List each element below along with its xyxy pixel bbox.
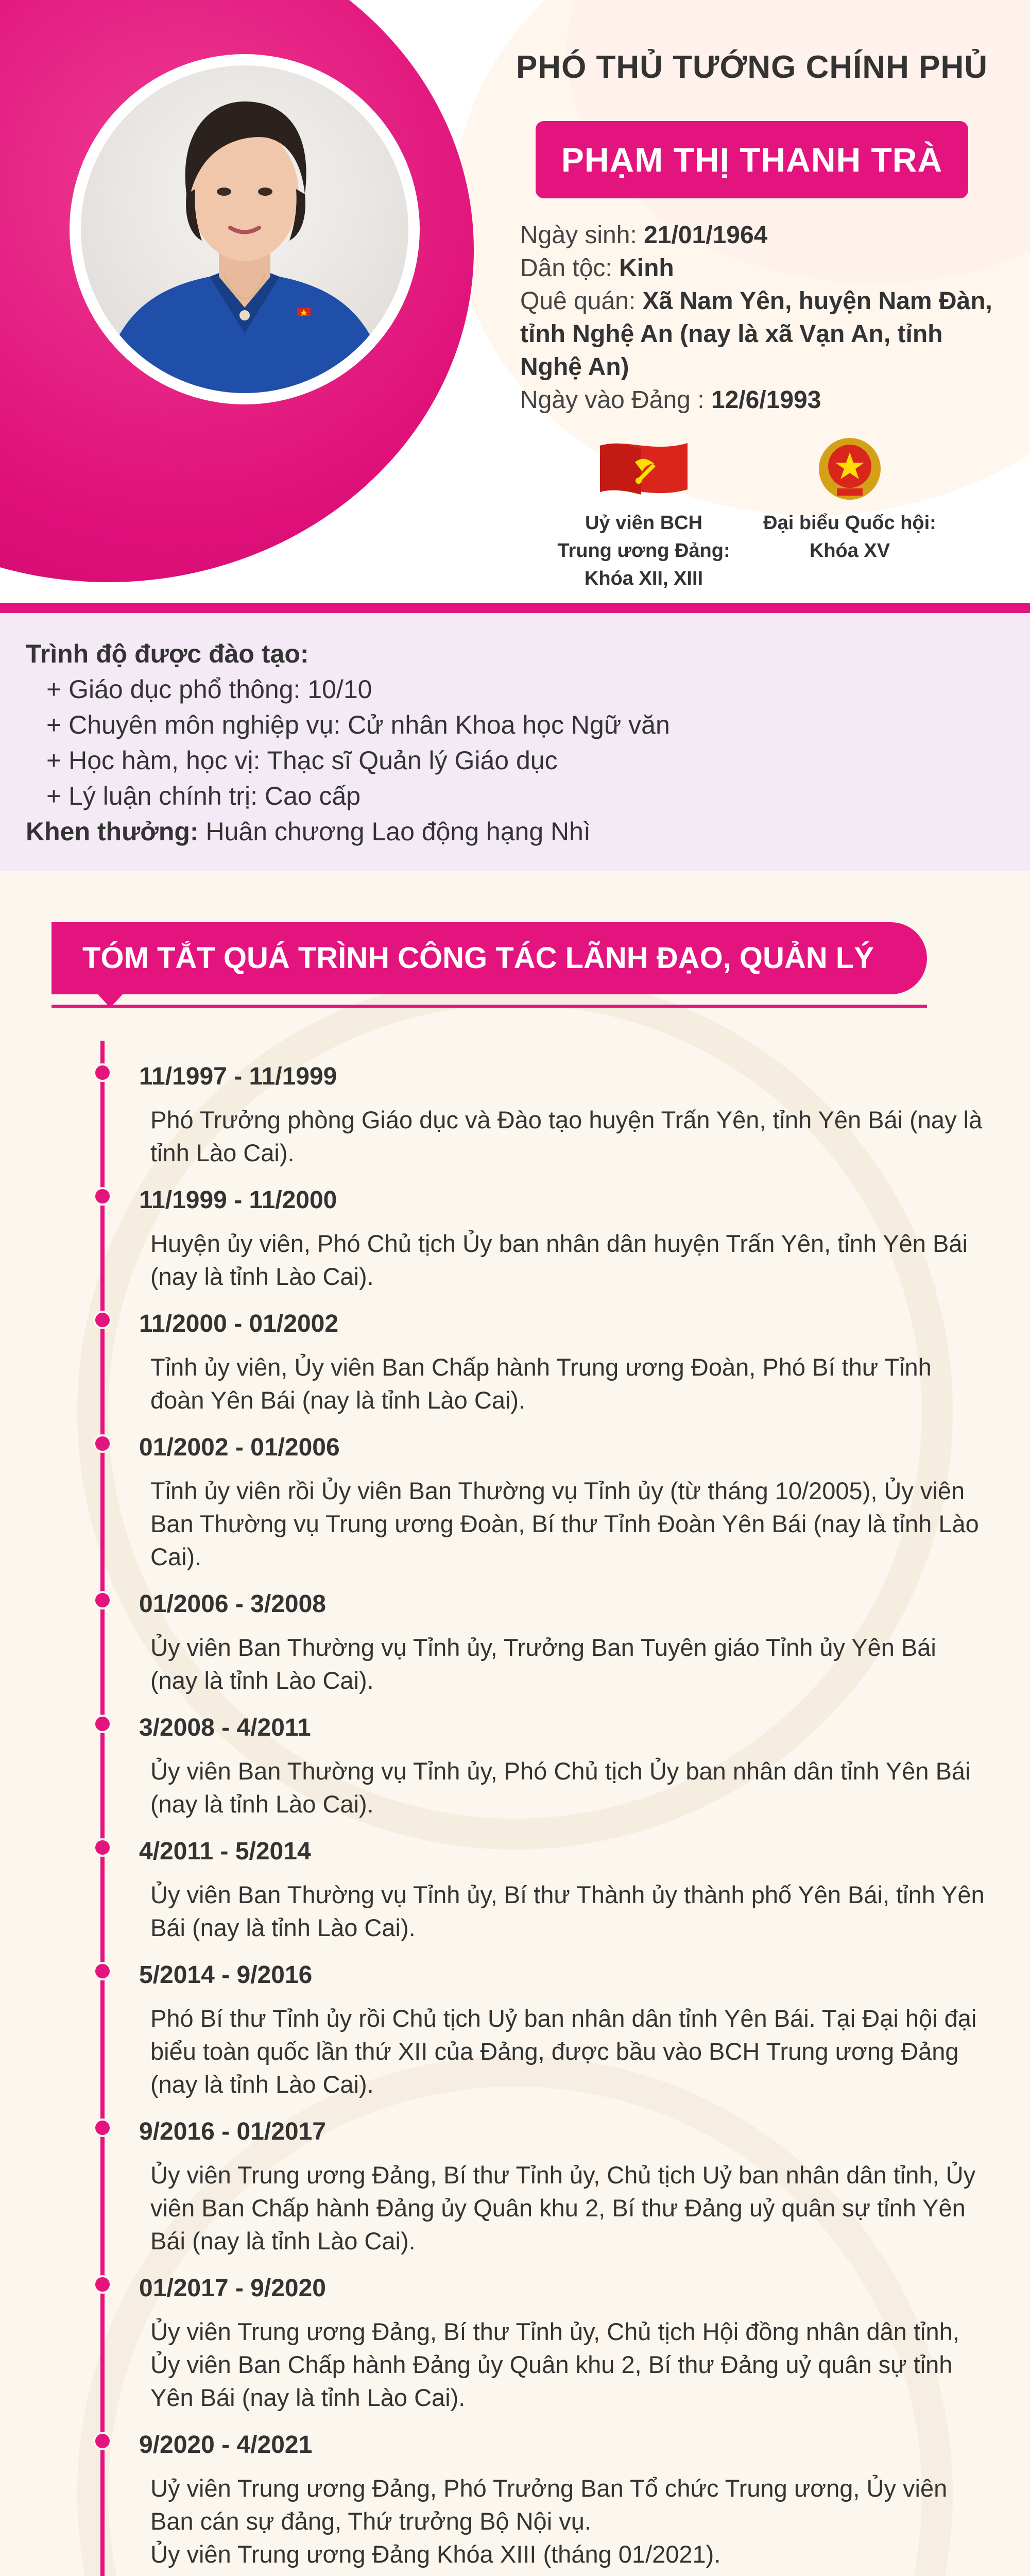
timeline-dot [93, 2275, 112, 2294]
timeline-entry [0, 1061, 1030, 1170]
career-timeline-section [0, 871, 1030, 2576]
dob-row [520, 219, 1009, 252]
timeline-entry [0, 1960, 1030, 2101]
membership-badges [541, 433, 989, 598]
timeline-dot [93, 1434, 112, 1453]
timeline-date: 5/2014 - 9/2016 [139, 1961, 313, 1989]
education-heading: Trình độ được đào tạo: [26, 639, 309, 668]
timeline-title-notch [98, 994, 123, 1008]
national-emblem-icon [747, 433, 953, 505]
timeline-entries [0, 1061, 1030, 2576]
party-date-value: 12/6/1993 [711, 386, 821, 414]
central-committee-line1: Uỷ viên BCH [585, 512, 703, 534]
hometown-value: Xã Nam Yên, huyện Nam Đàn, tỉnh Nghệ An (nay là xã Vạn An, tỉnh Nghệ An) [520, 287, 992, 381]
timeline-entry [0, 1836, 1030, 1944]
national-assembly-line2: Khóa XV [809, 540, 890, 562]
education-item: + Học hàm, học vị: Thạc sĩ Quản lý Giáo dục [46, 746, 558, 775]
timeline-description: Ủy viên Trung ương Đảng, Bí thư Tỉnh ủy, Chủ tịch Uỷ ban nhân dân tỉnh, Ủy viên Ban Chấp hành Đảng ủy Quân khu 2, Bí thư Đảng uỷ quân sự tỉnh Yên Bái (nay là tỉnh Lào Cai). [150, 2161, 976, 2255]
timeline-dot [93, 1962, 112, 1980]
timeline-description: Tỉnh ủy viên rồi Ủy viên Ban Thường vụ Tỉnh ủy (từ tháng 10/2005), Ủy viên Ban Thường vụ Trung ương Đoàn, Bí thư Tỉnh Đoàn Yên Bái (nay là tỉnh Lào Cai). [150, 1477, 979, 1570]
portrait-frame [70, 54, 420, 404]
timeline-entry [0, 2273, 1030, 2414]
timeline-entry [0, 1713, 1030, 1821]
timeline-date: 01/2006 - 3/2008 [139, 1590, 326, 1618]
education-item: + Lý luận chính trị: Cao cấp [46, 782, 361, 810]
portrait-photo [81, 65, 408, 393]
ethnic-label: Dân tộc: [520, 255, 620, 282]
central-committee-badge [541, 433, 747, 592]
timeline-dot [93, 1063, 112, 1082]
timeline-description: Tỉnh ủy viên, Ủy viên Ban Chấp hành Trung ương Đoàn, Phó Bí thư Tỉnh đoàn Yên Bái (nay là tỉnh Lào Cai). [150, 1353, 932, 1414]
timeline-date: 11/2000 - 01/2002 [139, 1310, 339, 1337]
divider [0, 603, 1030, 613]
timeline-entry [0, 1185, 1030, 1293]
ethnic-row [520, 252, 1009, 285]
timeline-description: Phó Bí thư Tỉnh ủy rồi Chủ tịch Uỷ ban nhân dân tỉnh Yên Bái. Tại Đại hội đại biểu toàn quốc lần thứ XII của Đảng, được bầu vào BCH Trung ương Đảng (nay là tỉnh Lào Cai). [150, 2005, 977, 2098]
person-name: PHẠM THỊ THANH TRÀ [536, 121, 968, 198]
timeline-dot [93, 1591, 112, 1609]
timeline-date: 01/2002 - 01/2006 [139, 1434, 340, 1461]
award-label: Khen thưởng: [26, 817, 206, 846]
timeline-title-underline [52, 1005, 927, 1008]
timeline-dot [93, 1715, 112, 1733]
timeline-description: Ủy viên Ban Thường vụ Tỉnh ủy, Phó Chủ tịch Ủy ban nhân dân tỉnh Yên Bái (nay là tỉnh Lào Cai). [150, 1757, 971, 1818]
timeline-title: TÓM TẮT QUÁ TRÌNH CÔNG TÁC LÃNH ĐẠO, QUẢN LÝ [52, 922, 927, 994]
timeline-dot [93, 2119, 112, 2137]
timeline-date: 9/2016 - 01/2017 [139, 2118, 326, 2145]
timeline-description: Ủy viên Trung ương Đảng, Bí thư Tỉnh ủy, Chủ tịch Hội đồng nhân dân tỉnh, Ủy viên Ban Chấp hành Đảng ủy Quân khu 2, Bí thư Đảng uỷ quân sự tỉnh Yên Bái (nay là tỉnh Lào Cai). [150, 2318, 959, 2411]
timeline-date: 9/2020 - 4/2021 [139, 2431, 313, 2459]
timeline-description: Ủy viên Ban Thường vụ Tỉnh ủy, Trưởng Ban Tuyên giáo Tỉnh ủy Yên Bái (nay là tỉnh Lào Cai). [150, 1634, 936, 1694]
hometown-row [520, 285, 1009, 384]
national-assembly-line1: Đại biểu Quốc hội: [763, 512, 936, 534]
central-committee-line3: Khóa XII, XIII [584, 568, 703, 589]
central-committee-line2: Trung ương Đảng: [557, 540, 730, 562]
education-item: + Giáo dục phổ thông: 10/10 [46, 675, 372, 704]
role-title: PHÓ THỦ TƯỚNG CHÍNH PHỦ [516, 49, 988, 85]
timeline-date: 4/2011 - 5/2014 [139, 1838, 311, 1865]
timeline-date: 01/2017 - 9/2020 [139, 2275, 326, 2302]
education-item: + Chuyên môn nghiệp vụ: Cử nhân Khoa học Ngữ văn [46, 710, 670, 739]
national-assembly-badge [747, 433, 953, 565]
party-flag-icon [541, 433, 747, 505]
profile-header [0, 0, 1030, 613]
timeline-description: Uỷ viên Trung ương Đảng, Phó Trưởng Ban Tổ chức Trung ương, Ủy viên Ban cán sự đảng, Thứ trưởng Bộ Nội vụ. Ủy viên Trung ương Đảng Khóa XIII (tháng 01/2021). [150, 2475, 948, 2568]
ethnic-value: Kinh [619, 255, 674, 282]
personal-info [520, 219, 1009, 417]
party-row [520, 384, 1009, 417]
education-content [26, 636, 1004, 850]
hometown-label: Quê quán: [520, 287, 643, 315]
timeline-description: Phó Trưởng phòng Giáo dục và Đào tạo huyện Trấn Yên, tỉnh Yên Bái (nay là tỉnh Lào Cai). [150, 1106, 983, 1166]
timeline-date: 11/1997 - 11/1999 [139, 1063, 337, 1090]
timeline-dot [93, 1838, 112, 1857]
timeline-dot [93, 2432, 112, 2450]
timeline-date: 11/1999 - 11/2000 [139, 1187, 337, 1214]
portrait-illustration [81, 65, 408, 393]
education-section [0, 613, 1030, 871]
timeline-entry [0, 1589, 1030, 1697]
timeline-entry [0, 2430, 1030, 2571]
timeline-entry [0, 1432, 1030, 1573]
timeline-dot [93, 1187, 112, 1206]
timeline-entry [0, 1309, 1030, 1417]
dob-label: Ngày sinh: [520, 222, 644, 249]
timeline-description: Huyện ủy viên, Phó Chủ tịch Ủy ban nhân dân huyện Trấn Yên, tỉnh Yên Bái (nay là tỉnh Lào Cai). [150, 1230, 968, 1290]
timeline-date: 3/2008 - 4/2011 [139, 1714, 311, 1741]
dob-value: 21/01/1964 [644, 222, 768, 249]
award-row [26, 814, 1004, 850]
timeline-description: Ủy viên Ban Thường vụ Tỉnh ủy, Bí thư Thành ủy thành phố Yên Bái, tỉnh Yên Bái (nay là tỉnh Lào Cai). [150, 1881, 985, 1941]
party-label: Ngày vào Đảng : [520, 386, 711, 414]
timeline-entry [0, 2116, 1030, 2258]
timeline-dot [93, 1311, 112, 1329]
award-value: Huân chương Lao động hạng Nhì [205, 817, 591, 846]
